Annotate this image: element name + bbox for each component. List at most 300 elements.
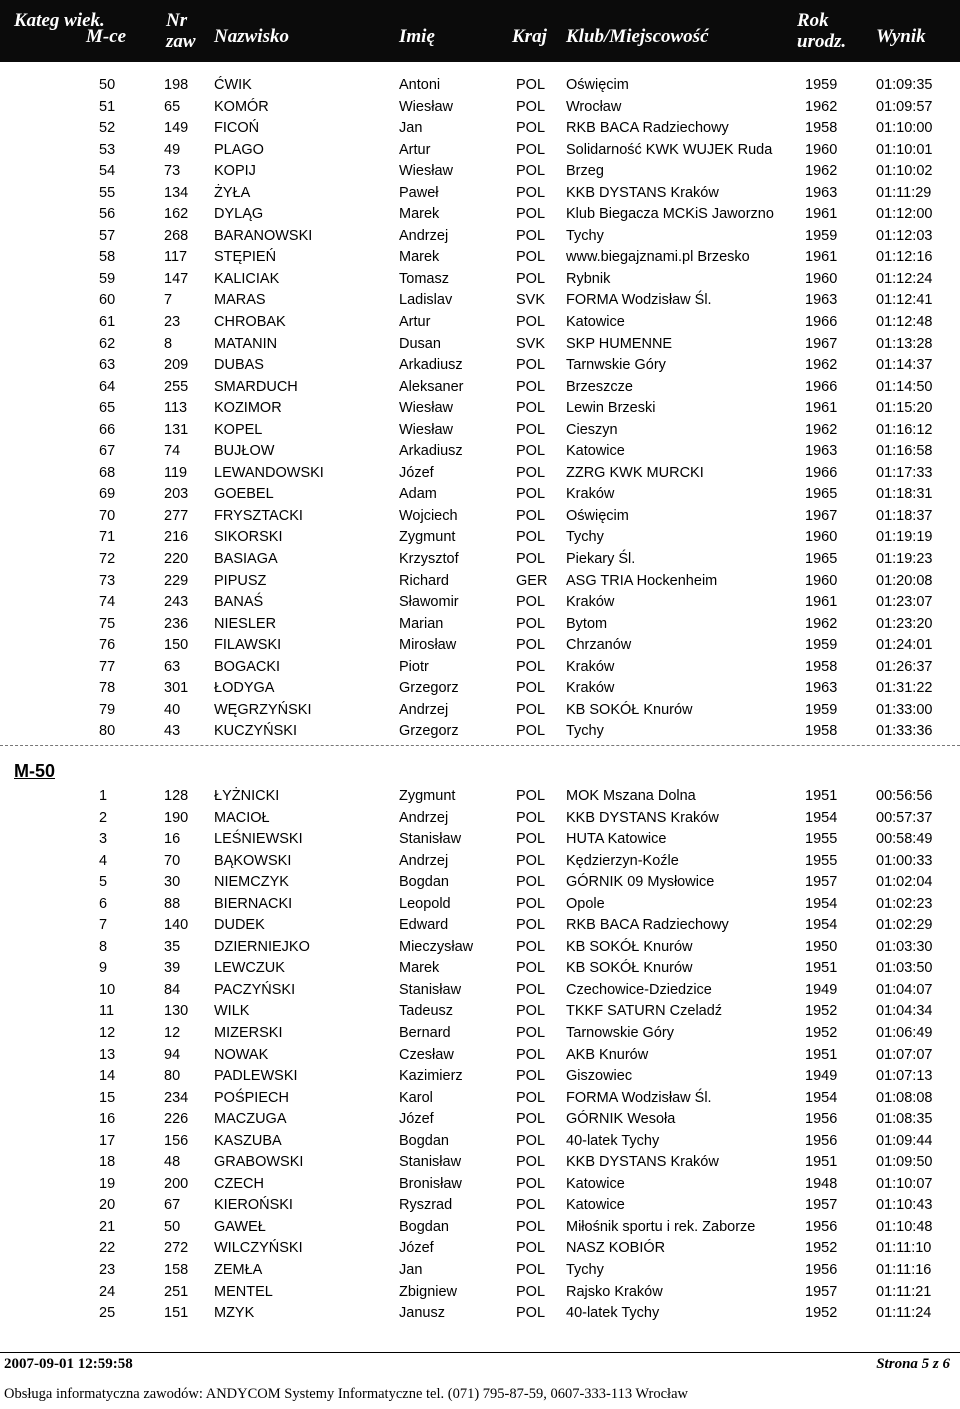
cell-birth-year: 1954	[805, 1089, 838, 1106]
cell-bib: 73	[164, 163, 181, 180]
cell-birth-year: 1963	[805, 184, 838, 201]
cell-country: POL	[516, 615, 546, 632]
cell-surname: WILCZYŃSKI	[214, 1240, 303, 1257]
table-row	[0, 1303, 960, 1325]
cell-bib: 147	[164, 270, 189, 287]
cell-club: Tarnowskie Góry	[566, 1025, 674, 1042]
table-row	[0, 484, 960, 506]
cell-birth-year: 1959	[805, 701, 838, 718]
cell-place: 57	[99, 227, 116, 244]
cell-club: HUTA Katowice	[566, 831, 667, 848]
footer-divider	[0, 1352, 960, 1353]
table-row	[0, 851, 960, 873]
cell-bib: 226	[164, 1111, 189, 1128]
cell-result: 01:08:35	[876, 1111, 933, 1128]
cell-club: Kraków	[566, 594, 615, 611]
cell-country: POL	[516, 1218, 546, 1235]
cell-birth-year: 1958	[805, 658, 838, 675]
cell-bib: 130	[164, 1003, 189, 1020]
cell-surname: MATANIN	[214, 335, 278, 352]
cell-club: Piekary Śl.	[566, 551, 636, 568]
cell-country: POL	[516, 874, 546, 891]
cell-bib: 63	[164, 658, 181, 675]
table-row	[0, 614, 960, 636]
cell-birth-year: 1961	[805, 400, 838, 417]
cell-birth-year: 1961	[805, 249, 838, 266]
cell-country: POL	[516, 680, 546, 697]
cell-club: Opole	[566, 895, 605, 912]
cell-club: Tarnwskie Góry	[566, 357, 666, 374]
cell-country: POL	[516, 637, 546, 654]
cell-bib: 162	[164, 206, 189, 223]
table-row	[0, 355, 960, 377]
cell-first-name: Wojciech	[399, 507, 458, 524]
cell-result: 01:16:12	[876, 421, 933, 438]
cell-place: 59	[99, 270, 116, 287]
cell-bib: 272	[164, 1240, 189, 1257]
footer-date: 2007-09-01 12:59:58	[4, 1356, 133, 1372]
cell-first-name: Adam	[399, 486, 437, 503]
cell-first-name: Dusan	[399, 335, 441, 352]
cell-birth-year: 1954	[805, 809, 838, 826]
table-row	[0, 226, 960, 248]
cell-first-name: Andrzej	[399, 701, 449, 718]
table-row	[0, 1131, 960, 1153]
cell-place: 61	[99, 314, 116, 331]
cell-bib: 88	[164, 895, 181, 912]
cell-result: 01:09:57	[876, 98, 933, 115]
cell-place: 12	[99, 1025, 116, 1042]
table-row	[0, 161, 960, 183]
cell-first-name: Mirosław	[399, 637, 457, 654]
cell-club: SKP HUMENNE	[566, 335, 673, 352]
cell-first-name: Janusz	[399, 1305, 445, 1322]
cell-surname: WILK	[214, 1003, 250, 1020]
table-row	[0, 980, 960, 1002]
table-row	[0, 1066, 960, 1088]
cell-birth-year: 1962	[805, 421, 838, 438]
header-result: Wynik	[876, 26, 926, 47]
cell-bib: 198	[164, 77, 189, 93]
cell-bib: 48	[164, 1154, 181, 1171]
cell-club: Giszowiec	[566, 1068, 633, 1085]
cell-bib: 50	[164, 1218, 181, 1235]
cell-club: Lewin Brzeski	[566, 400, 656, 417]
cell-country: POL	[516, 1262, 546, 1279]
cell-surname: LEŚNIEWSKI	[214, 831, 303, 848]
cell-bib: 74	[164, 443, 181, 460]
cell-club: Tychy	[566, 723, 604, 740]
cell-country: POL	[516, 1132, 546, 1149]
cell-bib: 30	[164, 874, 181, 891]
table-row	[0, 1152, 960, 1174]
cell-club: AKB Knurów	[566, 1046, 649, 1063]
cell-country: POL	[516, 723, 546, 740]
table-row	[0, 958, 960, 980]
cell-bib: 119	[164, 464, 188, 481]
cell-bib: 128	[164, 788, 189, 804]
cell-birth-year: 1959	[805, 227, 838, 244]
cell-result: 01:02:23	[876, 895, 933, 912]
cell-surname: ĆWIK	[214, 77, 252, 93]
table-row	[0, 398, 960, 420]
cell-country: POL	[516, 443, 546, 460]
cell-birth-year: 1955	[805, 852, 838, 869]
cell-surname: NIEMCZYK	[214, 874, 289, 891]
cell-bib: 134	[164, 184, 189, 201]
cell-first-name: Wiesław	[399, 98, 453, 115]
cell-birth-year: 1960	[805, 270, 838, 287]
cell-result: 01:12:24	[876, 270, 933, 287]
cell-club: Kraków	[566, 658, 615, 675]
cell-place: 25	[99, 1305, 116, 1322]
cell-first-name: Marek	[399, 206, 440, 223]
cell-birth-year: 1960	[805, 141, 838, 158]
cell-birth-year: 1958	[805, 120, 838, 137]
table-row	[0, 1238, 960, 1260]
cell-birth-year: 1961	[805, 206, 838, 223]
cell-birth-year: 1959	[805, 77, 838, 93]
cell-birth-year: 1950	[805, 938, 838, 955]
cell-bib: 43	[164, 723, 181, 740]
cell-birth-year: 1963	[805, 680, 838, 697]
cell-result: 01:19:19	[876, 529, 933, 546]
cell-country: POL	[516, 852, 546, 869]
cell-surname: PLAGO	[214, 141, 264, 158]
cell-country: POL	[516, 960, 546, 977]
cell-place: 68	[99, 464, 116, 481]
cell-place: 65	[99, 400, 116, 417]
header-surname: Nazwisko	[214, 26, 289, 47]
cell-bib: 200	[164, 1175, 189, 1192]
header-club: Klub/Miejscowość	[566, 26, 709, 47]
cell-birth-year: 1949	[805, 1068, 838, 1085]
table-row	[0, 549, 960, 571]
cell-club: ZZRG KWK MURCKI	[566, 464, 704, 481]
cell-result: 01:31:22	[876, 680, 933, 697]
cell-place: 23	[99, 1262, 116, 1279]
cell-first-name: Józef	[399, 1240, 434, 1257]
table-row	[0, 334, 960, 356]
cell-birth-year: 1963	[805, 443, 838, 460]
cell-birth-year: 1952	[805, 1025, 838, 1042]
cell-bib: 49	[164, 141, 181, 158]
cell-country: POL	[516, 1154, 546, 1171]
cell-club: NASZ KOBIÓR	[566, 1240, 666, 1257]
cell-surname: GRABOWSKI	[214, 1154, 304, 1171]
cell-result: 01:04:07	[876, 981, 933, 998]
cell-surname: FICOŃ	[214, 120, 260, 137]
cell-club: TKKF SATURN Czeladź	[566, 1003, 723, 1020]
cell-surname: BANAŚ	[214, 594, 264, 611]
cell-place: 51	[99, 98, 116, 115]
table-row	[0, 657, 960, 679]
cell-club: Oświęcim	[566, 507, 629, 524]
footer-page: Strona 5 z 6	[876, 1356, 950, 1372]
cell-place: 19	[99, 1175, 116, 1192]
cell-place: 62	[99, 335, 116, 352]
cell-club: Solidarność KWK WUJEK Ruda	[566, 141, 773, 158]
cell-result: 01:14:37	[876, 357, 933, 374]
cell-birth-year: 1967	[805, 507, 838, 524]
cell-country: POL	[516, 1046, 546, 1063]
cell-first-name: Kazimierz	[399, 1068, 463, 1085]
cell-surname: BĄKOWSKI	[214, 852, 292, 869]
table-row	[0, 75, 960, 97]
cell-surname: KOPEL	[214, 421, 263, 438]
table-row	[0, 571, 960, 593]
cell-surname: BARANOWSKI	[214, 227, 313, 244]
cell-country: POL	[516, 981, 546, 998]
cell-surname: KOZIMOR	[214, 400, 282, 417]
cell-place: 64	[99, 378, 116, 395]
cell-first-name: Artur	[399, 141, 431, 158]
cell-result: 01:10:01	[876, 141, 933, 158]
cell-surname: ŁYŻNICKI	[214, 788, 280, 804]
cell-place: 74	[99, 594, 116, 611]
cell-first-name: Karol	[399, 1089, 433, 1106]
cell-result: 01:03:50	[876, 960, 933, 977]
cell-surname: DYLĄG	[214, 206, 264, 223]
cell-country: POL	[516, 1283, 546, 1300]
cell-country: GER	[516, 572, 548, 589]
table-row	[0, 635, 960, 657]
table-row	[0, 420, 960, 442]
cell-place: 80	[99, 723, 116, 740]
cell-place: 66	[99, 421, 116, 438]
cell-place: 75	[99, 615, 116, 632]
cell-club: Tychy	[566, 1262, 604, 1279]
cell-country: POL	[516, 227, 546, 244]
cell-place: 2	[99, 809, 108, 826]
cell-surname: GAWEŁ	[214, 1218, 266, 1235]
cell-place: 77	[99, 658, 116, 675]
cell-club: FORMA Wodzisław Śl.	[566, 1089, 712, 1106]
cell-result: 01:14:50	[876, 378, 933, 395]
cell-first-name: Jan	[399, 1262, 423, 1279]
cell-place: 63	[99, 357, 116, 374]
cell-first-name: Bogdan	[399, 874, 449, 891]
cell-surname: DUDEK	[214, 917, 265, 934]
cell-club: Tychy	[566, 529, 604, 546]
cell-surname: NOWAK	[214, 1046, 269, 1063]
cell-country: POL	[516, 1305, 546, 1322]
cell-club: MOK Mszana Dolna	[566, 788, 696, 804]
cell-result: 01:18:31	[876, 486, 933, 503]
header-country: Kraj	[512, 26, 547, 47]
cell-surname: PACZYŃSKI	[214, 981, 296, 998]
cell-club: Katowice	[566, 1197, 625, 1214]
cell-birth-year: 1962	[805, 615, 838, 632]
cell-first-name: Marian	[399, 615, 444, 632]
table-row	[0, 829, 960, 851]
cell-country: POL	[516, 917, 546, 934]
cell-surname: SMARDUCH	[214, 378, 298, 395]
cell-place: 21	[99, 1218, 116, 1235]
cell-first-name: Ladislav	[399, 292, 453, 309]
cell-country: POL	[516, 249, 546, 266]
cell-bib: 277	[164, 507, 189, 524]
cell-birth-year: 1951	[805, 788, 838, 804]
cell-birth-year: 1965	[805, 486, 838, 503]
cell-surname: BASIAGA	[214, 551, 278, 568]
footer-note: Obsługa informatyczna zawodów: ANDYCOM Systemy Informatyczne tel. (071) 795-87-59, 0607-333-113 Wrocław	[4, 1386, 688, 1402]
results-list-first	[0, 75, 960, 743]
cell-surname: PIPUSZ	[214, 572, 267, 589]
cell-result: 01:10:02	[876, 163, 933, 180]
cell-first-name: Richard	[399, 572, 449, 589]
cell-first-name: Mieczysław	[399, 938, 474, 955]
cell-first-name: Antoni	[399, 77, 441, 93]
table-row	[0, 269, 960, 291]
cell-first-name: Stanisław	[399, 981, 462, 998]
cell-bib: 255	[164, 378, 189, 395]
cell-bib: 35	[164, 938, 181, 955]
table-row	[0, 463, 960, 485]
cell-club: Miłośnik sportu i rek. Zaborze	[566, 1218, 756, 1235]
cell-result: 01:11:24	[876, 1305, 932, 1322]
cell-result: 01:11:16	[876, 1262, 932, 1279]
cell-bib: 67	[164, 1197, 181, 1214]
cell-bib: 140	[164, 917, 189, 934]
cell-club: RKB BACA Radziechowy	[566, 120, 729, 137]
cell-surname: LEWANDOWSKI	[214, 464, 324, 481]
cell-place: 4	[99, 852, 108, 869]
cell-first-name: Zygmunt	[399, 529, 456, 546]
cell-first-name: Stanisław	[399, 831, 462, 848]
cell-club: Katowice	[566, 314, 625, 331]
cell-birth-year: 1966	[805, 378, 838, 395]
cell-result: 01:02:29	[876, 917, 933, 934]
table-row	[0, 894, 960, 916]
cell-bib: 229	[164, 572, 189, 589]
cell-bib: 117	[164, 249, 188, 266]
cell-result: 01:18:37	[876, 507, 933, 524]
cell-country: POL	[516, 788, 546, 804]
cell-surname: WĘGRZYŃSKI	[214, 701, 312, 718]
cell-first-name: Grzegorz	[399, 680, 459, 697]
cell-result: 01:03:30	[876, 938, 933, 955]
cell-result: 01:09:35	[876, 77, 933, 93]
cell-country: POL	[516, 486, 546, 503]
cell-country: POL	[516, 184, 546, 201]
cell-result: 01:13:28	[876, 335, 933, 352]
cell-bib: 236	[164, 615, 189, 632]
table-row	[0, 1260, 960, 1282]
table-row	[0, 915, 960, 937]
category-label: M-50	[14, 761, 56, 781]
cell-birth-year: 1956	[805, 1111, 838, 1128]
cell-surname: ZEMŁA	[214, 1262, 263, 1279]
cell-first-name: Tadeusz	[399, 1003, 454, 1020]
cell-bib: 12	[164, 1025, 181, 1042]
cell-result: 01:19:23	[876, 551, 933, 568]
cell-bib: 65	[164, 98, 181, 115]
cell-surname: MENTEL	[214, 1283, 273, 1300]
cell-place: 16	[99, 1111, 116, 1128]
cell-country: POL	[516, 895, 546, 912]
cell-birth-year: 1961	[805, 594, 838, 611]
cell-country: POL	[516, 809, 546, 826]
cell-bib: 7	[164, 292, 173, 309]
cell-result: 01:06:49	[876, 1025, 933, 1042]
cell-place: 20	[99, 1197, 116, 1214]
cell-birth-year: 1954	[805, 917, 838, 934]
cell-country: POL	[516, 1025, 546, 1042]
cell-surname: CHROBAK	[214, 314, 286, 331]
table-row	[0, 872, 960, 894]
cell-birth-year: 1957	[805, 1283, 838, 1300]
cell-result: 01:15:20	[876, 400, 933, 417]
cell-bib: 151	[164, 1305, 189, 1322]
cell-surname: DUBAS	[214, 357, 264, 374]
table-row	[0, 247, 960, 269]
cell-place: 67	[99, 443, 116, 460]
cell-club: ASG TRIA Hockenheim	[566, 572, 718, 589]
cell-place: 50	[99, 77, 116, 93]
cell-birth-year: 1960	[805, 529, 838, 546]
table-row	[0, 1045, 960, 1067]
cell-surname: POŚPIECH	[214, 1089, 289, 1106]
cell-bib: 131	[164, 421, 189, 438]
cell-birth-year: 1949	[805, 981, 838, 998]
cell-result: 01:10:00	[876, 120, 933, 137]
cell-place: 73	[99, 572, 116, 589]
cell-birth-year: 1951	[805, 1154, 838, 1171]
cell-place: 1	[99, 788, 108, 804]
cell-first-name: Wiesław	[399, 421, 453, 438]
cell-country: POL	[516, 1111, 546, 1128]
cell-bib: 16	[164, 831, 181, 848]
cell-club: 40-latek Tychy	[566, 1305, 660, 1322]
cell-birth-year: 1951	[805, 960, 838, 977]
cell-birth-year: 1954	[805, 895, 838, 912]
cell-surname: SIKORSKI	[214, 529, 283, 546]
cell-club: GÓRNIK 09 Mysłowice	[566, 874, 715, 891]
cell-surname: NIESLER	[214, 615, 277, 632]
cell-birth-year: 1955	[805, 831, 838, 848]
cell-birth-year: 1966	[805, 464, 838, 481]
table-row	[0, 592, 960, 614]
cell-birth-year: 1952	[805, 1305, 838, 1322]
cell-result: 01:16:58	[876, 443, 933, 460]
header-place: M-ce	[86, 26, 127, 47]
cell-result: 00:58:49	[876, 831, 933, 848]
cell-first-name: Sławomir	[399, 594, 459, 611]
table-row	[0, 183, 960, 205]
cell-country: POL	[516, 1068, 546, 1085]
table-row	[0, 140, 960, 162]
cell-result: 01:12:03	[876, 227, 933, 244]
cell-first-name: Leopold	[399, 895, 451, 912]
cell-first-name: Wiesław	[399, 400, 453, 417]
cell-result: 01:12:00	[876, 206, 933, 223]
cell-surname: KALICIAK	[214, 270, 280, 287]
cell-place: 78	[99, 680, 116, 697]
cell-bib: 251	[164, 1283, 189, 1300]
cell-first-name: Tomasz	[399, 270, 449, 287]
cell-bib: 149	[164, 120, 189, 137]
cell-country: POL	[516, 464, 546, 481]
cell-first-name: Marek	[399, 249, 440, 266]
section-divider	[0, 745, 960, 746]
cell-first-name: Edward	[399, 917, 449, 934]
cell-country: POL	[516, 594, 546, 611]
cell-club: Oświęcim	[566, 77, 629, 93]
cell-club: Kędzierzyn-Koźle	[566, 852, 679, 869]
cell-first-name: Józef	[399, 464, 434, 481]
cell-birth-year: 1957	[805, 874, 838, 891]
